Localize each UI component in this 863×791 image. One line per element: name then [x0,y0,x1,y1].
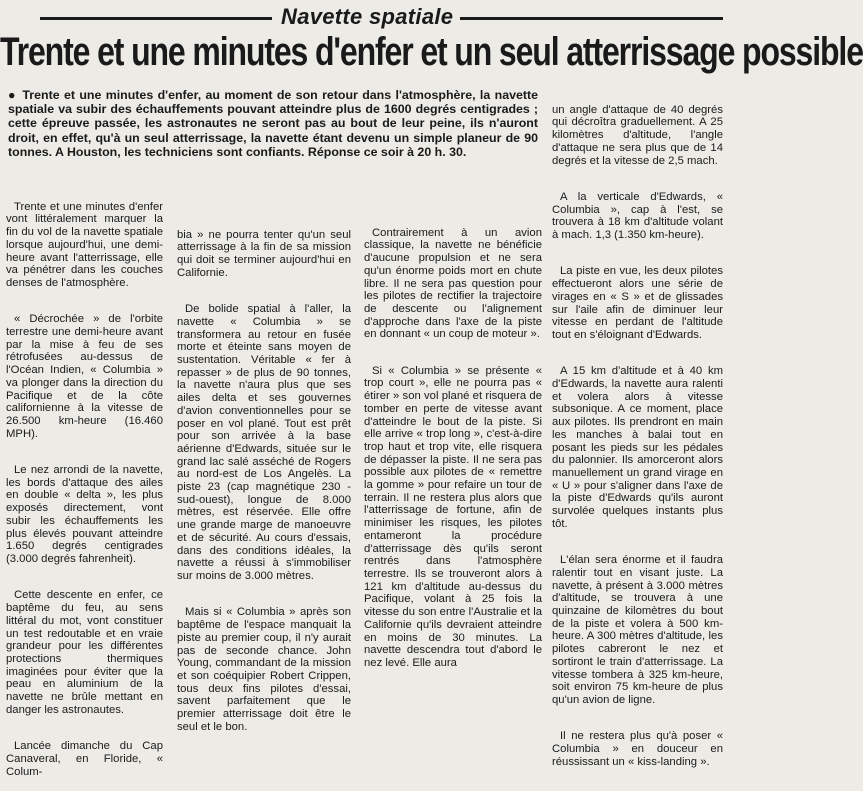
article-column-4 [552,91,723,768]
paragraph: Trente et une minutes d'enfer vont littéralement marquer la fin du vol de la navette spatiale lorsque aujourd'hui, une demi-heure avant l'atterrissage, elle va pénétrer dans les couches denses de l'atmosphère. [6,200,163,289]
headline: Trente et une minutes d'enfer et un seul atterrissage possible [0,30,863,74]
paragraph: L'élan sera énorme et il faudra ralentir tout en visant juste. La navette, à présent à 3.000 mètres d'altitude, se trouvera à une quinzaine de kilomètres du bout de la piste et volera à 500 km-heure. A 300 mètres d'altitude, les pilotes cabreront le nez et sortiront le train d'atterrissage. La vitesse tombera à 325 km-heure, soit environ 75 km-heure de plus qu'un avion de ligne. [552,554,723,706]
kicker-rule-right [460,17,723,20]
kicker-rule-left [40,17,272,20]
article-column-3 [364,214,542,669]
kicker-label: Navette spatiale [281,4,454,29]
lead-paragraph [8,88,538,159]
paragraph: Mais si « Columbia » après son baptême de l'espace manquait la piste au premier coup, il n'y aurait pas de seconde chance. John Young, commandant de la mission et son coéquipier Robert Crippen, tous deux fins pilotes d'essai, savent parfaitement que le premier atterrissage doit être le seul et le bon. [177,606,351,733]
paragraph: Si « Columbia » se présente « trop court », elle ne pourra pas « étirer » son vol plané et risquera de tomber en perte de vitesse avant d'atteindre le bout de la piste. Si elle arrive « trop long », c'est-à-dire trop haut et trop vite, elle risquera de dépasser la piste. Il ne sera pas possible aux pilotes de « remettre la gomme » pour refaire un tour de terrain. Il ne restera plus alors que l'atterrissage de fortune, afin de minimiser les risques, les pilotes entameront la procédure d'atterrissage dès qu'ils seront rentrés dans l'atmosphère terrestre. Ils se trouveront alors à 121 km d'altitude au-dessus du Pacifique, volant à 25 fois la vitesse du son entre l'Australie et la Californie qu'ils devraient atteindre en moins de 30 minutes. La navette descendra tout d'abord le nez levé. Elle aura [364,364,542,669]
paragraph: bia » ne pourra tenter qu'un seul atterrissage à la fin de sa mission qui doit se terminer aujourd'hui en Californie. [177,228,351,279]
lead-text: Trente et une minutes d'enfer, au moment de son retour dans l'atmosphère, la navette spatiale va subir des échauffements pouvant atteindre plus de 1600 degrés centigrades ; cette épreuve passée, les astronautes ne seront pas au bout de leur peine, ils n'auront droit, en effet, qu'à un seul atterrissage, la navette étant devenu un simple planeur de 90 tonnes. A Houston, les techniciens sont confiants. Réponse ce soir à 20 h. 30. [8,88,539,159]
paragraph: Il ne restera plus qu'à poser « Columbia » en douceur en réussissant un « kiss-landing ». [552,730,723,768]
article-column-2 [177,216,351,733]
paragraph: Contrairement à un avion classique, la navette ne bénéficie d'aucune propulsion et ne sera qu'un énorme poids mort en chute libre. Il ne sera pas question pour les pilotes de rectifier la trajectoire de descente ou l'alignement d'approche dans l'axe de la piste en donnant « un coup de moteur ». [364,226,542,341]
paragraph: Le nez arrondi de la navette, les bords d'attaque des ailes en double « delta », les plus exposés directement, vont subir les échauffements les plus élevés pouvant atteindre 1.650 degrés centigrades (3.000 degrés fahrenheit). [6,464,163,565]
paragraph: A la verticale d'Edwards, « Columbia », cap à l'est, se trouvera à 18 km d'altitude volant à mach. 1,3 (1.350 km-heure). [552,190,723,242]
paragraph: Cette descente en enfer, ce baptême du feu, au sens littéral du mot, vont constituer un test redoutable et en vraie grandeur pour les différentes protections thermiques imaginées pour éviter que la peau en aluminium de la navette ne brûle mettant en danger les astronautes. [6,589,163,716]
paragraph: un angle d'attaque de 40 degrés qui décroîtra graduellement. A 25 kilomètres d'altitude, l'angle d'attaque ne sera plus que de 14 degrés et la vitesse de 2,5 mach. [552,103,723,167]
kicker-bar [0,2,723,32]
bullet-icon: ● [8,88,17,102]
article-column-1 [6,188,163,778]
paragraph: De bolide spatial à l'aller, la navette « Columbia » se transformera au retour en fusée morte et éteinte sans moyen de sustentation. Véritable « fer à repasser » de plus de 90 tonnes, la navette n'aura plus que ses ailes delta et ses gouvernes d'avion conventionnelles pour se poser en vol plané. Tout est prêt pour son arrivée à la base aérienne d'Edwards, située sur le grand lac salé asséché de Rogers au nord-est de Los Angelès. La piste 23 (cap magnétique 230 - sud-ouest), longue de 8.000 mètres, est réservée. Elle offre une grande marge de manoeuvre et de sécurité. Au cours d'essais, dans des conditions idéales, la navette a réussi à s'immobiliser sur moins de 3.000 mètres. [177,303,351,582]
paragraph: A 15 km d'altitude et à 40 km d'Edwards, la navette aura ralenti et volera alors à vitesse subsonique. A ce moment, place aux pilotes. Ils prendront en main les manches à balai tout en posant les pieds sur les pédales du palonnier. Ils amorceront alors manuellement un grand virage en « U » pour s'aligner dans l'axe de la piste d'Edwards qu'ils auront survolée quelques instants plus tôt. [552,365,723,530]
paragraph: La piste en vue, les deux pilotes effectueront alors une série de virages en « S » et de glissades sur l'aile afin de diminuer leur vitesse en perdant de l'altitude tout en s'éloignant d'Edwards. [552,265,723,341]
paragraph: Lancée dimanche du Cap Canaveral, en Floride, « Colum- [6,740,163,778]
paragraph: « Décrochée » de l'orbite terrestre une demi-heure avant par la mise à feu de ses rétrofusées au-dessus de l'Océan Indien, « Columbia » va plonger dans la direction du Pacifique et de la côte californienne à la vitesse de 26.500 km-heure (16.460 MPH). [6,313,163,440]
